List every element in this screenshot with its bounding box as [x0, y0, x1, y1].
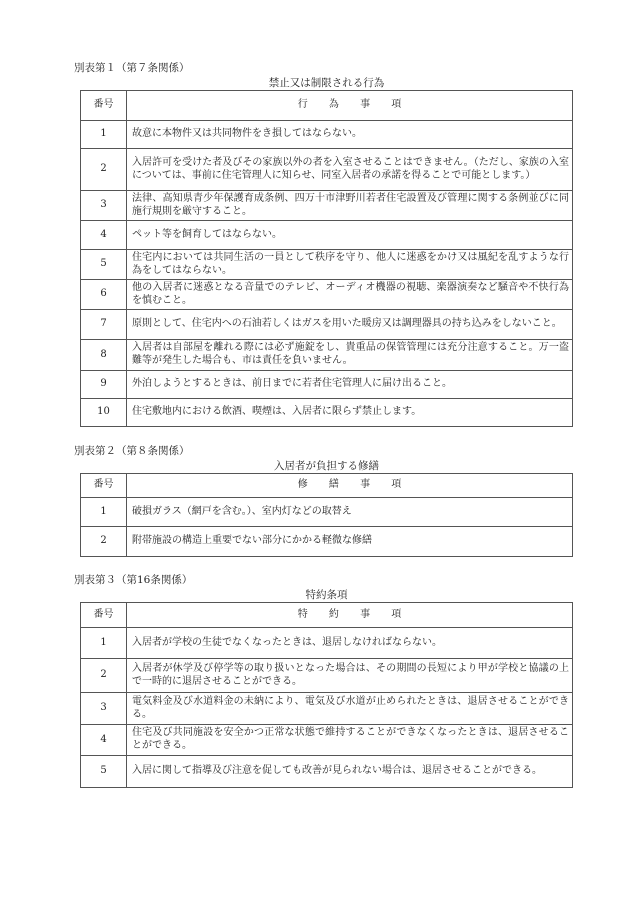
row-text: 住宅敷地内における飲酒、喫煙は、入居者に限らず禁止します。 [127, 399, 573, 427]
section-3-caption: 特約条項 [305, 589, 348, 601]
row-number: 2 [81, 149, 127, 191]
header-number: 番号 [81, 603, 127, 628]
header-item: 修 繕 事 項 [127, 474, 573, 498]
row-text: 附帯施設の構造上重要でない部分にかかる軽微な修繕 [127, 527, 573, 557]
row-number: 8 [81, 340, 127, 371]
table-row [81, 498, 573, 527]
row-text: 住宅及び共同施設を安全かつ正常な状態で維持することができなくなったときは、退居させることができる。 [127, 725, 573, 756]
row-number: 5 [81, 250, 127, 280]
row-text: 入居許可を受けた者及びその家族以外の者を入室させることはできません。（ただし、家族の入室については、事前に住宅管理人に知らせ、同室入居者の承諾を得ることで可能とします。） [127, 149, 573, 191]
table-special-terms [80, 602, 573, 788]
row-number: 4 [81, 725, 127, 756]
row-number: 6 [81, 280, 127, 310]
row-number: 5 [81, 756, 127, 788]
row-number: 4 [81, 221, 127, 250]
table-row [81, 250, 573, 280]
row-number: 2 [81, 527, 127, 557]
header-item: 特 約 事 項 [127, 603, 573, 628]
section-2-caption: 入居者が負担する修繕 [274, 460, 379, 472]
row-text: 入居者が学校の生徒でなくなったときは、退居しなければならない。 [127, 628, 573, 659]
table-row [81, 340, 573, 371]
row-number: 1 [81, 498, 127, 527]
row-number: 9 [81, 371, 127, 399]
section-1-heading: 別表第１（第７条関係） [74, 62, 190, 74]
table-row [81, 527, 573, 557]
row-text: ペット等を飼育してはならない。 [127, 221, 573, 250]
row-text: 入居者は自部屋を離れる際には必ず施錠をし、貴重品の保管管理には充分注意すること。万一盗難等が発生した場合も、市は責任を負いません。 [127, 340, 573, 371]
table-row [81, 280, 573, 310]
row-number: 7 [81, 310, 127, 340]
table-row [81, 221, 573, 250]
row-number: 1 [81, 628, 127, 659]
row-text: 外泊しようとするときは、前日までに若者住宅管理人に届け出ること。 [127, 371, 573, 399]
row-number: 2 [81, 659, 127, 693]
row-number: 1 [81, 121, 127, 149]
row-number: 10 [81, 399, 127, 427]
section-3-heading: 別表第３（第16条関係） [74, 574, 193, 586]
table-row [81, 310, 573, 340]
table-row [81, 191, 573, 221]
table-row [81, 371, 573, 399]
table-row [81, 725, 573, 756]
table-row [81, 149, 573, 191]
table-row [81, 121, 573, 149]
header-number: 番号 [81, 474, 127, 498]
row-number: 3 [81, 693, 127, 725]
section-1-caption: 禁止又は制限される行為 [268, 77, 385, 89]
table-row [81, 628, 573, 659]
table-row [81, 693, 573, 725]
section-2-heading: 別表第２（第８条関係） [74, 445, 190, 457]
table-header-row [81, 474, 573, 498]
row-text: 故意に本物件又は共同物件をき損してはならない。 [127, 121, 573, 149]
row-text: 他の入居者に迷惑となる音量でのテレビ、オーディオ機器の視聴、楽器演奏など騒音や不快行為を慎むこと。 [127, 280, 573, 310]
table-header-row [81, 603, 573, 628]
row-text: 電気料金及び水道料金の未納により、電気及び水道が止められたときは、退居させることができる。 [127, 693, 573, 725]
row-text: 入居に関して指導及び注意を促しても改善が見られない場合は、退居させることができる。 [127, 756, 573, 788]
table-tenant-repairs [80, 473, 573, 557]
row-text: 原則として、住宅内への石油若しくはガスを用いた暖房又は調理器具の持ち込みをしないこと。 [127, 310, 573, 340]
table-row [81, 399, 573, 427]
table-prohibited-acts [80, 90, 573, 427]
table-row [81, 756, 573, 788]
header-number: 番号 [81, 91, 127, 121]
header-item: 行 為 事 項 [127, 91, 573, 121]
row-number: 3 [81, 191, 127, 221]
row-text: 住宅内においては共同生活の一員として秩序を守り、他人に迷惑をかけ又は風紀を乱すような行為をしてはならない。 [127, 250, 573, 280]
table-row [81, 659, 573, 693]
row-text: 破損ガラス（網戸を含む。）、室内灯などの取替え [127, 498, 573, 527]
row-text: 法律、高知県青少年保護育成条例、四万十市津野川若者住宅設置及び管理に関する条例並びに同施行規則を厳守すること。 [127, 191, 573, 221]
row-text: 入居者が休学及び停学等の取り扱いとなった場合は、その期間の長短により甲が学校と協議の上で一時的に退居させることができる。 [127, 659, 573, 693]
table-header-row [81, 91, 573, 121]
